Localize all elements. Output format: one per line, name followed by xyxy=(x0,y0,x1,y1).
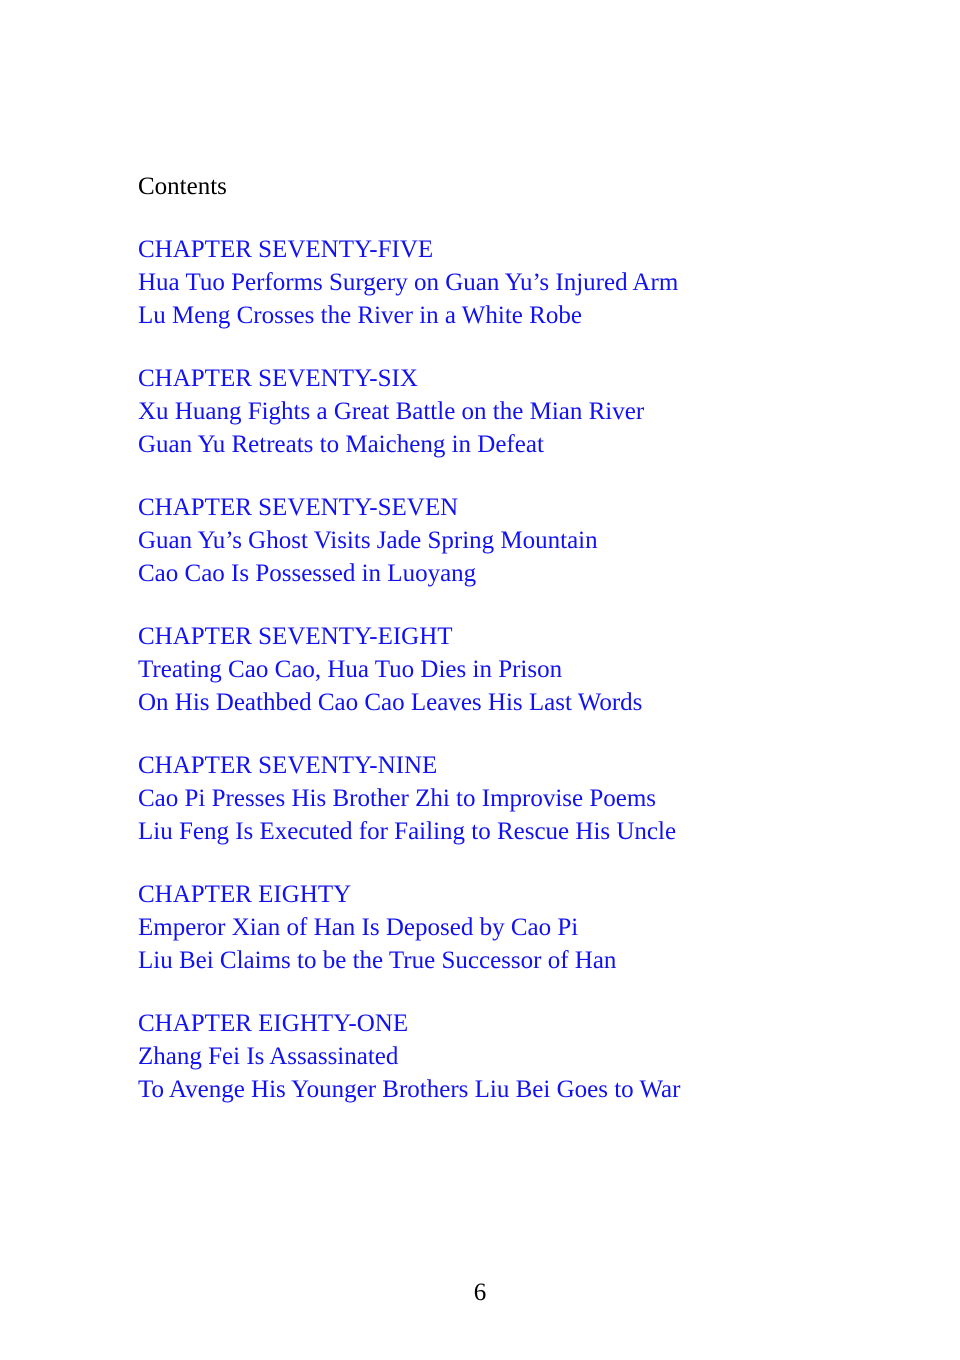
chapter-heading-link[interactable]: CHAPTER SEVENTY-SIX xyxy=(138,365,418,392)
chapter-heading-link[interactable]: CHAPTER EIGHTY xyxy=(138,881,352,908)
chapter-heading-link[interactable]: CHAPTER SEVENTY-EIGHT xyxy=(138,623,453,650)
chapter-entry-78 xyxy=(138,620,918,719)
chapter-subtitle-link[interactable]: Xu Huang Fights a Great Battle on the Mian River xyxy=(138,398,645,425)
page-number: 6 xyxy=(473,1279,487,1306)
chapter-subtitle-link[interactable]: Guan Yu Retreats to Maicheng in Defeat xyxy=(138,431,544,458)
chapter-entry-79 xyxy=(138,749,918,848)
chapter-subtitle-link[interactable]: Zhang Fei Is Assassinated xyxy=(138,1043,399,1070)
contents-title: Contents xyxy=(138,173,227,200)
chapter-subtitle-link[interactable]: Treating Cao Cao, Hua Tuo Dies in Prison xyxy=(138,656,563,683)
chapter-subtitle-link[interactable]: Guan Yu’s Ghost Visits Jade Spring Mountain xyxy=(138,527,598,554)
contents-page xyxy=(138,170,918,1136)
chapter-heading-link[interactable]: CHAPTER SEVENTY-FIVE xyxy=(138,236,434,263)
chapter-heading-link[interactable]: CHAPTER SEVENTY-NINE xyxy=(138,752,438,779)
chapter-entry-77 xyxy=(138,491,918,590)
chapter-subtitle-link[interactable]: Emperor Xian of Han Is Deposed by Cao Pi xyxy=(138,914,579,941)
chapter-subtitle-link[interactable]: Cao Pi Presses His Brother Zhi to Improvise Poems xyxy=(138,785,657,812)
chapter-subtitle-link[interactable]: Lu Meng Crosses the River in a White Robe xyxy=(138,302,582,329)
chapter-entry-76 xyxy=(138,362,918,461)
chapter-entry-81 xyxy=(138,1007,918,1106)
chapter-subtitle-link[interactable]: Liu Bei Claims to be the True Successor of Han xyxy=(138,947,617,974)
chapter-subtitle-link[interactable]: On His Deathbed Cao Cao Leaves His Last Words xyxy=(138,689,643,716)
chapter-subtitle-link[interactable]: Cao Cao Is Possessed in Luoyang xyxy=(138,560,477,587)
chapter-subtitle-link[interactable]: Liu Feng Is Executed for Failing to Rescue His Uncle xyxy=(138,818,677,845)
chapter-heading-link[interactable]: CHAPTER SEVENTY-SEVEN xyxy=(138,494,459,521)
chapter-entry-75 xyxy=(138,233,918,332)
chapter-entry-80 xyxy=(138,878,918,977)
chapter-heading-link[interactable]: CHAPTER EIGHTY-ONE xyxy=(138,1010,409,1037)
chapter-subtitle-link[interactable]: To Avenge His Younger Brothers Liu Bei Goes to War xyxy=(138,1076,681,1103)
chapter-subtitle-link[interactable]: Hua Tuo Performs Surgery on Guan Yu’s Injured Arm xyxy=(138,269,679,296)
